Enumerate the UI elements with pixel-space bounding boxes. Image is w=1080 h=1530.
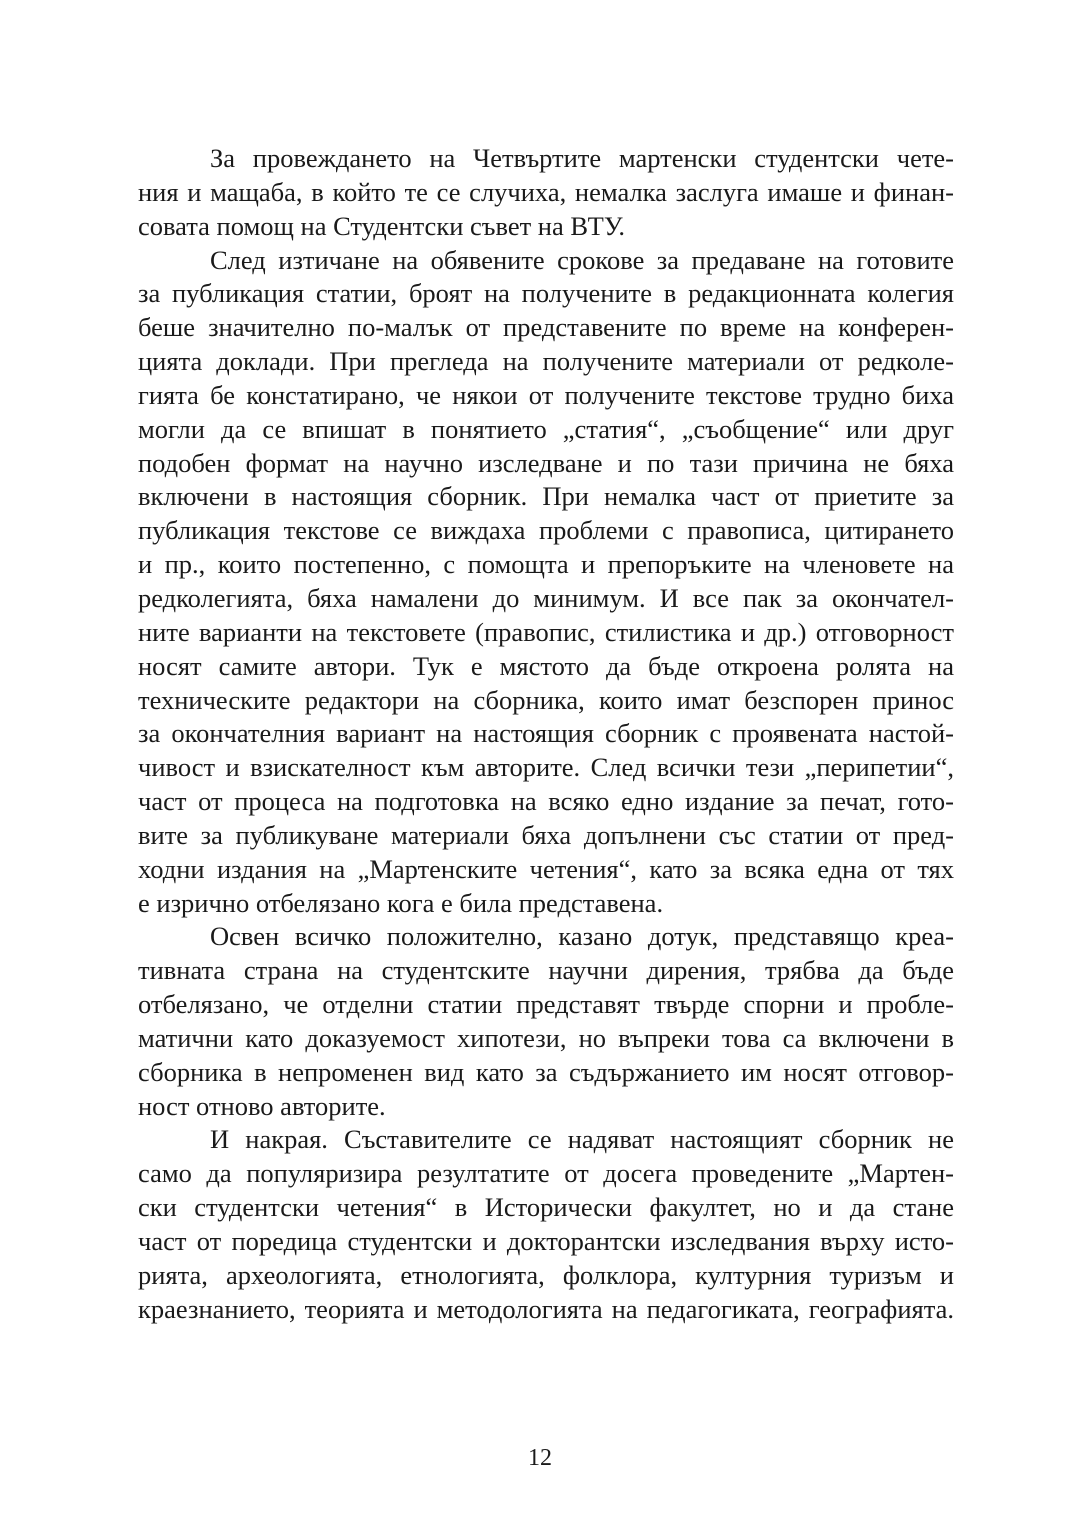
body-text: [138, 142, 954, 1327]
text-line: ходни издания на „Мартенските четения“, като за всяка една от тях: [138, 853, 954, 884]
text-line: совата помощ на Студентски съвет на ВТУ.: [138, 210, 625, 241]
text-line: част от процеса на подготовка на всяко едно издание за печат, гото-: [138, 786, 954, 817]
text-line: сборника в непроменен вид като за съдържанието им носят отговор-: [138, 1056, 954, 1087]
text-line: ния и мащаба, в който те се случиха, немалка заслуга имаше и финан-: [138, 176, 954, 207]
text-line: чивост и взискателност към авторите. След всички тези „перипетии“,: [138, 752, 954, 783]
text-line: само да популяризира резултатите от досега проведените „Мартен-: [138, 1158, 954, 1189]
text-line: беше значително по-малък от представените по време на конферен-: [138, 312, 954, 343]
text-line: част от поредица студентски и докторантски изследвания върху исто-: [138, 1226, 954, 1256]
text-line: ните варианти на текстовете (правопис, стилистика и др.) отговорност: [138, 616, 954, 647]
text-line: тивната страна на студентските научни дирения, трябва да бъде: [138, 955, 954, 986]
paragraph-2: [138, 244, 954, 921]
text-line: техническите редактори на сборника, които имат безспорен принос: [138, 684, 954, 715]
text-line: включени в настоящия сборник. При немалка част от приетите за: [138, 481, 954, 512]
text-line: за публикация статии, броят на получените в редакционната колегия: [138, 278, 954, 309]
text-line: публикация текстове се виждаха проблеми с правописа, цитирането: [138, 515, 954, 546]
text-line: ски студентски четения“ в Исторически факултет, но и да стане: [138, 1192, 954, 1223]
text-line: редколегията, бяха намалени до минимум. И все пак за окончател-: [138, 582, 954, 613]
text-line: Освен всичко положително, казано дотук, представящо креа-: [210, 921, 954, 952]
text-line: цията доклади. При прегледа на получените материали от редколе-: [138, 346, 954, 377]
text-line: ност отново авторите.: [138, 1090, 386, 1121]
text-line: е изрично отбелязано кога е била представена.: [138, 887, 664, 918]
text-line: матични като доказуемост хипотези, но въпреки това са включени в: [138, 1022, 954, 1053]
paragraph-1: [138, 142, 954, 244]
text-line: И накрая. Съставителите се надяват настоящият сборник не: [210, 1124, 954, 1155]
text-line: отбелязано, че отделни статии представят твърде спорни и пробле-: [138, 989, 954, 1020]
text-line: за окончателния вариант на настоящия сборник с проявената настой-: [138, 718, 954, 749]
text-line: За провеждането на Четвъртите мартенски студентски чете-: [210, 143, 954, 173]
text-line: вите за публикуване материали бяха допълнени със статии от пред-: [138, 819, 954, 850]
page-number: 12: [528, 1445, 552, 1471]
text-line: рията, археологията, етнологията, фолклора, културния туризъм и: [138, 1259, 954, 1290]
paragraph-3: [138, 920, 954, 1123]
text-line: и пр., които постепенно, с помощта и препоръките на членовете на: [138, 549, 954, 580]
text-line: краезнанието, теорията и методологията на педагогиката, географията.: [138, 1293, 954, 1324]
text-line: носят самите автори. Тук е мястото да бъде откроена ролята на: [138, 650, 954, 681]
text-line: гията бе констатирано, че някои от получените текстове трудно биха: [138, 379, 954, 410]
text-line: След изтичане на обявените срокове за предаване на готовите: [210, 244, 954, 275]
paragraph-4: [138, 1123, 954, 1326]
text-line: подобен формат на научно изследване и по тази причина не бяха: [138, 447, 954, 478]
text-line: могли да се впишат в понятието „статия“, „съобщение“ или друг: [138, 413, 954, 444]
